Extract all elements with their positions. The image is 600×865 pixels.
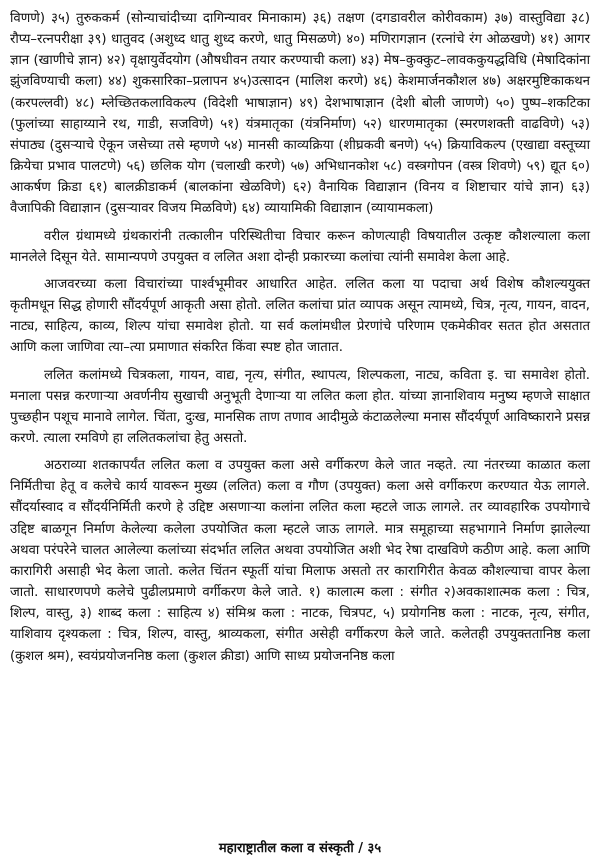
paragraph-eighteenth-century: अठराव्या शतकापर्यंत ललित कला व उपयुक्त कला असे वर्गीकरण केले जात नव्हते. त्या नंतरच्या काळात कला निर्मितीचा हेतू व कलेचे कार्य यावरून मुख्य (ललित) कला व गौण (उपयुक्त) कला असे वर्गीकरण करण्यात येऊ लागले. सौंदर्यास्वाद व सौंदर्यनिर्मिती करणे हे उद्दिष्ट असणाऱ्या कलांना ललित कला म्हटले जाऊ लागले. तर व्यावहारिक उपयोगाचे उद्दिष्ट बाळगून निर्माण केलेल्या कलेला उपयोजित कला म्हटले जाऊ लागले. मात्र समूहाच्या सहभागाने निर्माण झालेल्या अथवा परंपरेने चालत आलेल्या कलांच्या संदर्भात ललित अथवा उपयोजित अशी भेद रेषा दाखविणे कठीण आहे. कला आणि कारागिरी असाही भेद केला जातो. कलेत चिंतन स्फूर्ती यांचा मिलाफ असतो तर कारागिरीत केवळ कौशल्याचा वापर केला जातो. साधारणपणे कलेचे पुढीलप्रमाणे वर्गीकरण केले जाते. १) कालात्म कला : संगीत २)अवकाशात्मक कला : चित्र, शिल्प, वास्तु, ३) शाब्द कला : साहित्य ४) संमिश्र कला : नाटक, चित्रपट, ५) प्रयोगनिष्ठ कला : नाटक, नृत्य, संगीत, याशिवाय दृश्यकला : चित्र, शिल्प, वास्तु, श्राव्यकला, संगीत असेही वर्गीकरण केले जाते. कलेतही उपयुक्ततानिष्ठ कला (कुशल श्रम), स्वयंप्रयोजननिष्ठ कला (कुशल क्रीडा) आणि साध्य प्रयोजननिष्ठ कला <box>10 458 590 664</box>
paragraph-lalit-kala: आजवरच्या कला विचारांच्या पार्श्वभूमीवर आधारित आहेत. ललित कला या पदाचा अर्थ विशेष कौशल्ययुक्त कृतीमधून सिद्ध होणारी सौंदर्यपूर्ण आकृती असा होतो. ललित कलांचा प्रांत व्यापक असून त्यामध्ये, चित्र, नृत्य, गायन, वादन, नाट्य, साहित्य, काव्य, शिल्प यांचा समावेश होतो. या सर्व कलांमधील प्रेरणांचे परिणाम एकमेकीवर सतत होत असतात आणि कला जाणिवा त्या–त्या प्रमाणात संकरित किंवा स्पष्ट होत जातात. <box>10 276 590 356</box>
paragraph-lalit-kala-types: ललित कलांमध्ये चित्रकला, गायन, वाद्य, नृत्य, संगीत, स्थापत्य, शिल्पकला, नाट्य, कविता इ. चा समावेश होतो. मनाला पसन्न करणाऱ्या अवर्णनीय सुखाची अनुभूती देणाऱ्या या ललित कला होत. यांच्या ज्ञानाशिवाय मनुष्य म्हणजे साक्षात पुच्छहीन पशूच मानावे लागेल. चिंता, दुःख, मानसिक ताण तणाव आदीमुळे कंटाळलेल्या मनास सौंदर्यपूर्ण आविष्काराने प्रसन्न करणे. त्याला रमविणे हा ललितकलांचा हेतु असतो. <box>10 367 590 446</box>
paragraph-classification: वरील ग्रंथामध्ये ग्रंथकारांनी तत्कालीन परिस्थितीचा विचार करून कोणत्याही विषयातील उत्कृष्ट कौशल्याला कला मानलेले दिसून येते. सामान्यपणे उपयुक्त व ललित अशा दोन्ही प्रकारच्या कलांचा त्यांनी समावेश केला आहे. <box>10 228 590 265</box>
paragraph-list-continued: विणणे) ३५) तुरुककर्म (सोन्याचांदीच्या दागिन्यावर मिनाकाम) ३६) तक्षण (दगडावरील कोरीवकाम) ३७) वास्तुविद्या ३८) रौप्य–रत्नपरीक्षा ३९) धातुवद (अशुध्द धातु शुध्द करणे, धातु मिसळणे) ४०) मणिरागज्ञान (रत्नांचे रंग ओळखणे) ४१) आगर ज्ञान (खाणीचे ज्ञान) ४२) वृक्षायुर्वेदयोग (औषधीवन तयार करण्याची कला) ४३) मेष–कुक्कुट–लावककुयद्धविधि (मेषादिकांना झुंजविण्याची कला) ४४) शुकसारिका–प्रलापन ४५)उत्सादन (मालिश करणे) ४६) केशमार्जनकौशल ४७) अक्षरमुष्टिकाकथन (करपल्लवी) ४८) म्लेच्छितकलाविकल्प (विदेशी भाषाज्ञान) ४९) देशभाषाज्ञान (देशी बोली जाणणे) ५०) पुष्प–शकटिका (फुलांच्या साहाय्याने रथ, गाडी, सजविणे) ५१) यंत्रमातृका (यंत्रनिर्माण) ५२) धारणमातृका (स्मरणशक्ती वाढविणे) ५३) संपाठ्य (दुसऱ्याचे ऐकून जसेच्या तसे म्हणणे ५४) मानसी काव्यक्रिया (शीघ्रकवी बनणे) ५५) क्रियाविकल्प (एखाद्या वस्तूच्या क्रियेचा प्रभाव पालटणे) ५६) छलिक योग (चलाखी करणे) ५७) अभिधानकोश ५८) वस्त्रगोपन (वस्त्र शिवणे) ५९) द्यूत ६०) आकर्षण क्रिडा ६१) बालक्रीडाकर्म (बालकांना खेळविणे) ६२) वैनायिक विद्याज्ञान (विनय व शिष्टाचार यांचे ज्ञान) ६३) वैजापिकी विद्याज्ञान (दुसऱ्यावर विजय मिळविणे) ६४) व्यायामिकी विद्याज्ञान (व्यायामकला) <box>10 11 590 217</box>
page-footer: महाराष्ट्रातील कला व संस्कृती / ३५ <box>218 840 382 856</box>
